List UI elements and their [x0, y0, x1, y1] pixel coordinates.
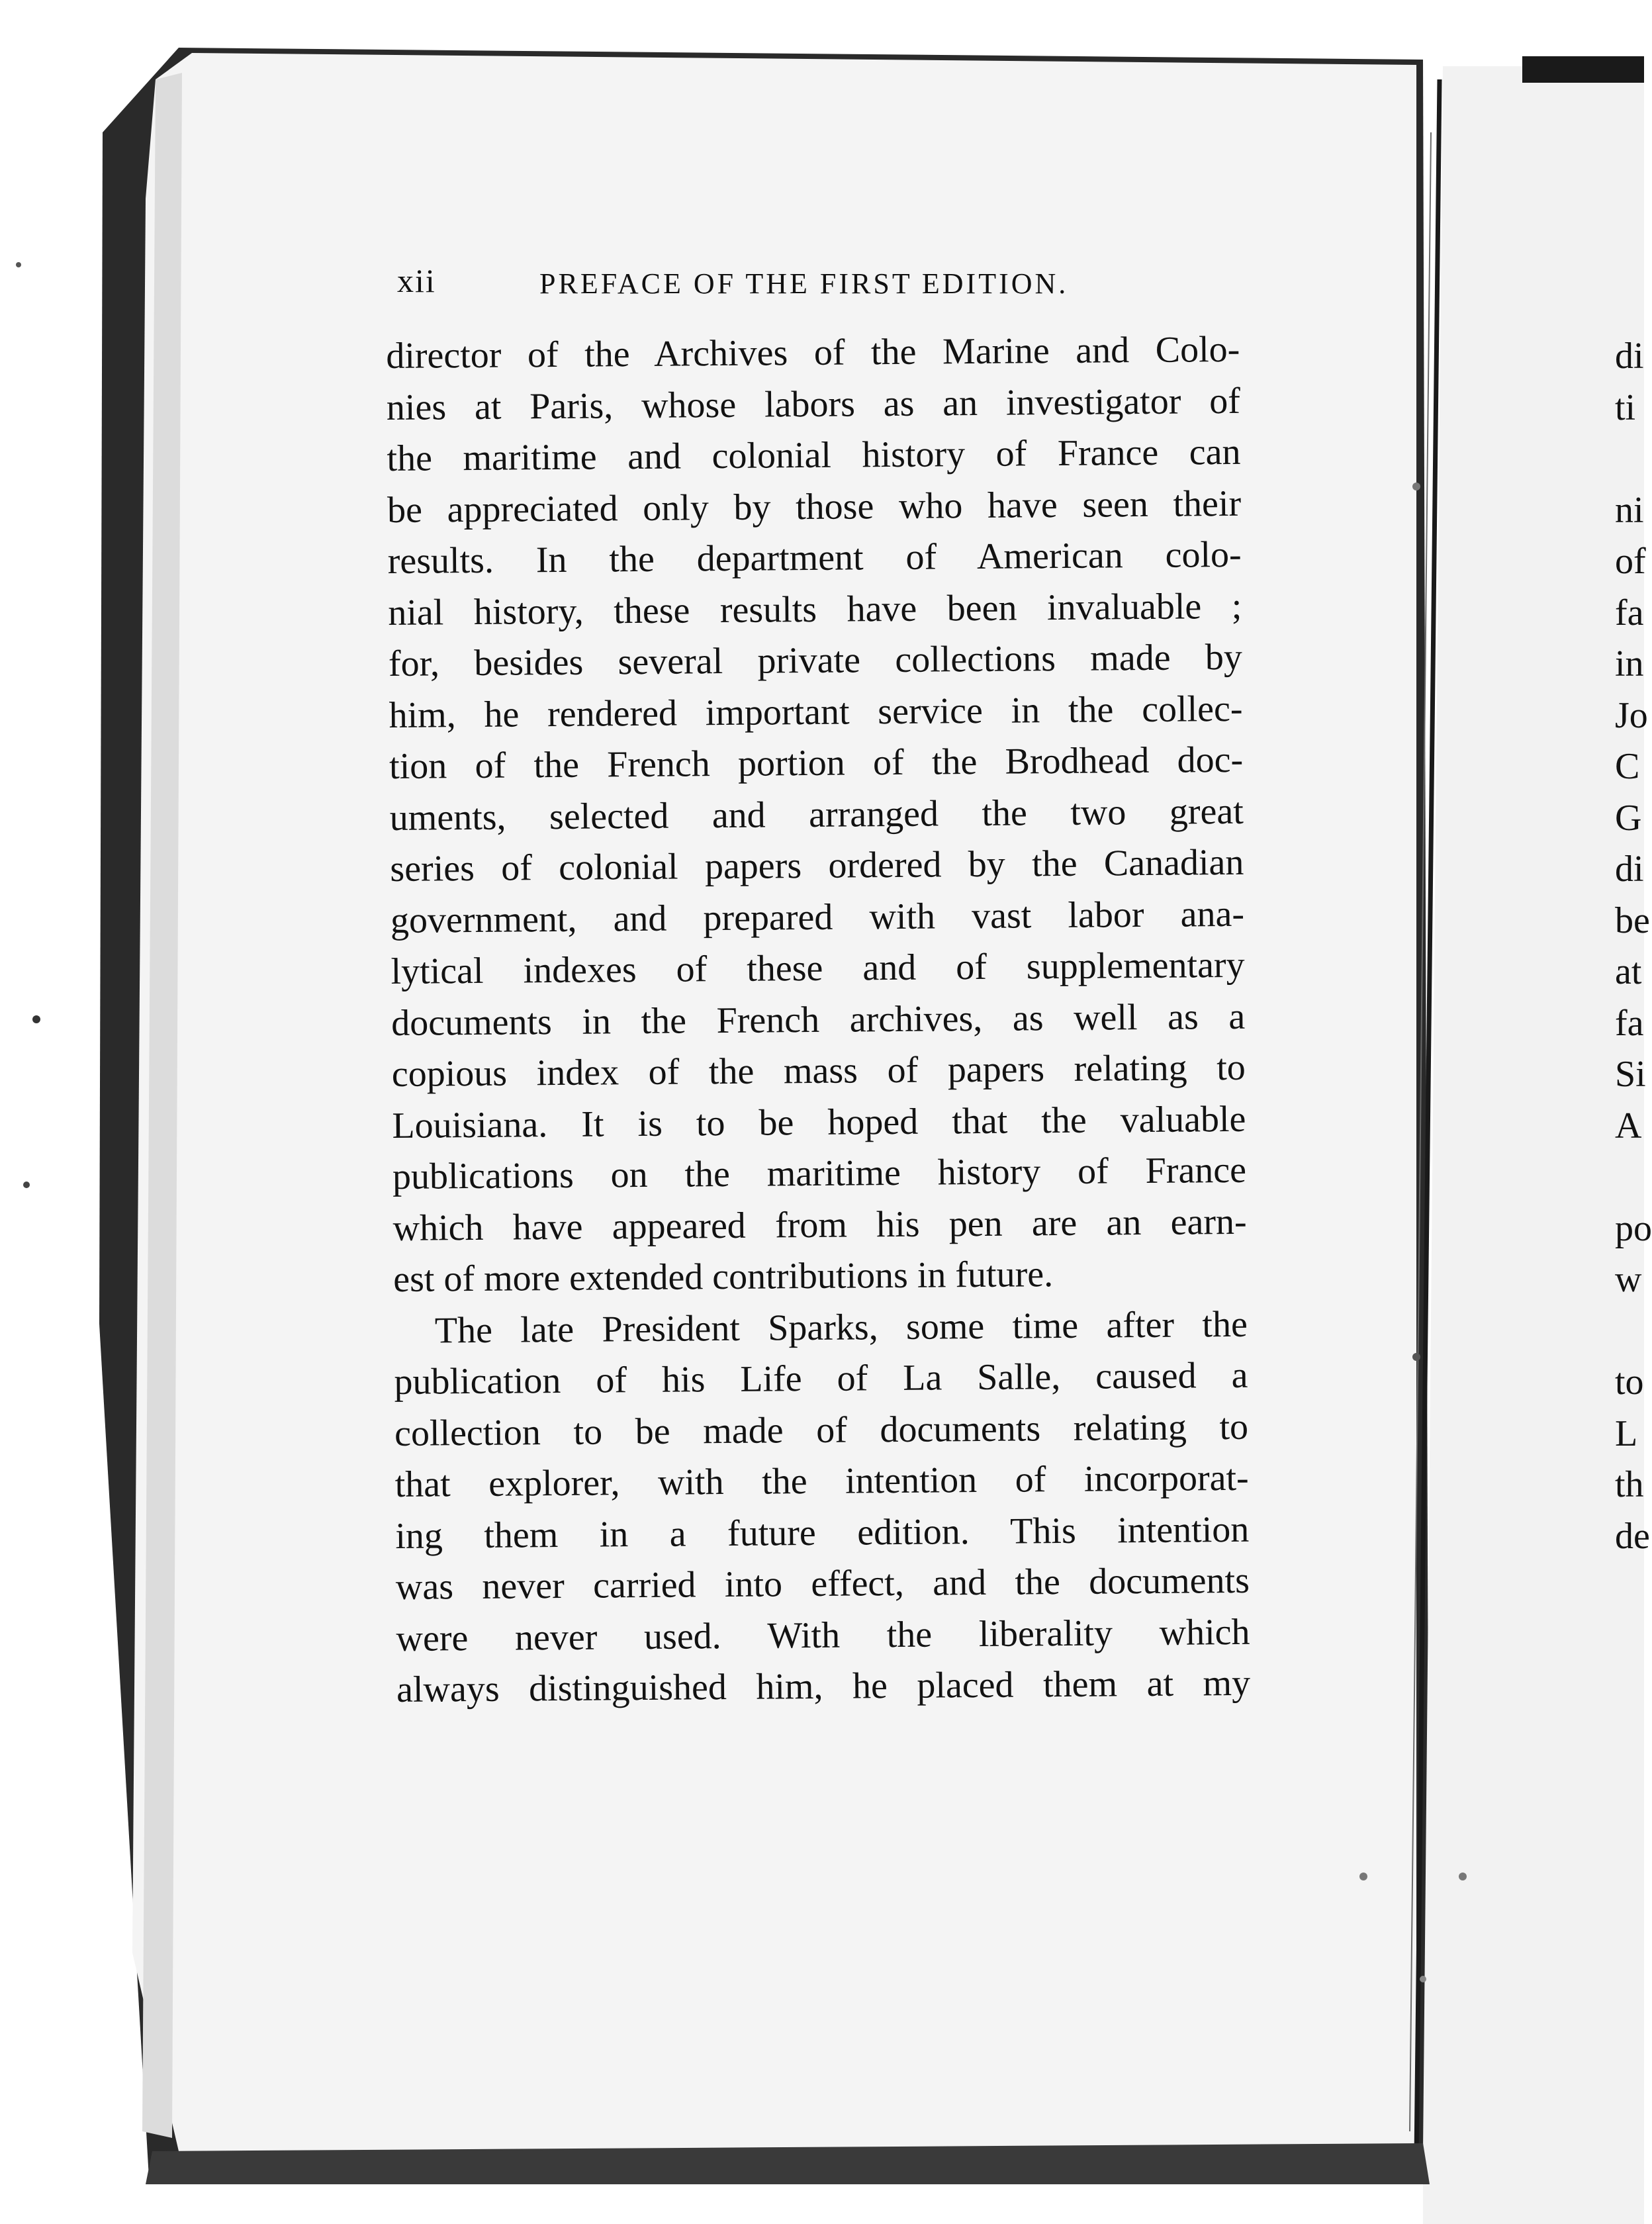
text-line: the maritime and colonial history of France can — [387, 431, 1241, 479]
right-fragment: w — [1615, 1259, 1642, 1300]
text-line: which have appeared from his pen are an earn- — [392, 1201, 1247, 1249]
running-head — [397, 261, 1138, 314]
right-fragment: in — [1615, 643, 1644, 684]
right-fragment: Si — [1615, 1054, 1646, 1095]
text-line: The late President Sparks, some time after the — [434, 1303, 1248, 1351]
right-fragment: of — [1615, 541, 1646, 582]
text-line: copious index of the mass of papers relating to — [391, 1046, 1246, 1095]
right-fragment: de — [1615, 1515, 1650, 1557]
right-fragment: C — [1615, 746, 1640, 787]
right-fragment — [1615, 1152, 1644, 1203]
text-line: ing them in a future edition. This intention — [395, 1508, 1250, 1557]
right-fragment — [1615, 434, 1644, 485]
right-fragment: at — [1615, 951, 1642, 992]
text-line: always distinguished him, he placed them at my — [396, 1662, 1251, 1710]
body-text — [386, 324, 1250, 1716]
text-line: were never used. With the liberality which — [396, 1611, 1250, 1659]
right-fragment: po — [1615, 1207, 1652, 1249]
text-line: nies at Paris, whose labors as an investigator of — [386, 380, 1241, 428]
text-line: director of the Archives of the Marine and Colo- — [386, 328, 1240, 377]
right-fragment — [1615, 1306, 1644, 1358]
right-fragment: ti — [1615, 387, 1636, 428]
text-line: Louisiana. It is to be hoped that the valuable — [392, 1098, 1246, 1146]
text-line: tion of the French portion of the Brodhead doc- — [389, 739, 1244, 787]
right-fragment: fa — [1615, 1002, 1644, 1044]
text-line: documents in the French archives, as well as a — [390, 996, 1246, 1044]
right-fragment: di — [1615, 336, 1644, 377]
right-fragment: G — [1615, 797, 1642, 839]
page-number: xii — [397, 262, 436, 299]
right-fragment: th — [1615, 1464, 1644, 1505]
right-fragment: di — [1615, 849, 1644, 890]
right-fragment: A — [1615, 1105, 1642, 1146]
text-line: nial history, these results have been invaluable ; — [388, 585, 1242, 633]
text-line: series of colonial papers ordered by the Canadian — [390, 841, 1244, 890]
right-fragment: ni — [1615, 489, 1644, 531]
running-head-title: PREFACE OF THE FIRST EDITION. — [539, 267, 1069, 300]
right-page-fragments — [1615, 331, 1652, 1562]
text-line: results. In the department of American colo- — [387, 533, 1242, 582]
text-line: be appreciated only by those who have seen their — [387, 483, 1242, 531]
text-line: collection to be made of documents relating to — [394, 1406, 1249, 1454]
right-fragment: fa — [1615, 592, 1644, 633]
text-line: publications on the maritime history of France — [392, 1149, 1247, 1197]
text-line: publication of his Life of La Salle, caused a — [394, 1354, 1248, 1403]
text-line: was never carried into effect, and the documents — [395, 1559, 1250, 1608]
text-line: for, besides several private collections made by — [388, 636, 1243, 684]
right-fragment: to — [1615, 1362, 1644, 1403]
text-line: that explorer, with the intention of incorporat- — [394, 1457, 1249, 1505]
text-line: him, he rendered important service in the collec- — [389, 688, 1243, 736]
text-line: uments, selected and arranged the two great — [389, 790, 1244, 839]
text-line: lytical indexes of these and of supplementary — [390, 944, 1245, 992]
text-line: government, and prepared with vast labor ana- — [390, 893, 1245, 941]
right-fragment: L — [1615, 1413, 1638, 1454]
text-line: est of more extended contributions in future. — [393, 1254, 1054, 1300]
right-fragment: be — [1615, 900, 1650, 941]
right-fragment: Jo — [1615, 694, 1648, 736]
